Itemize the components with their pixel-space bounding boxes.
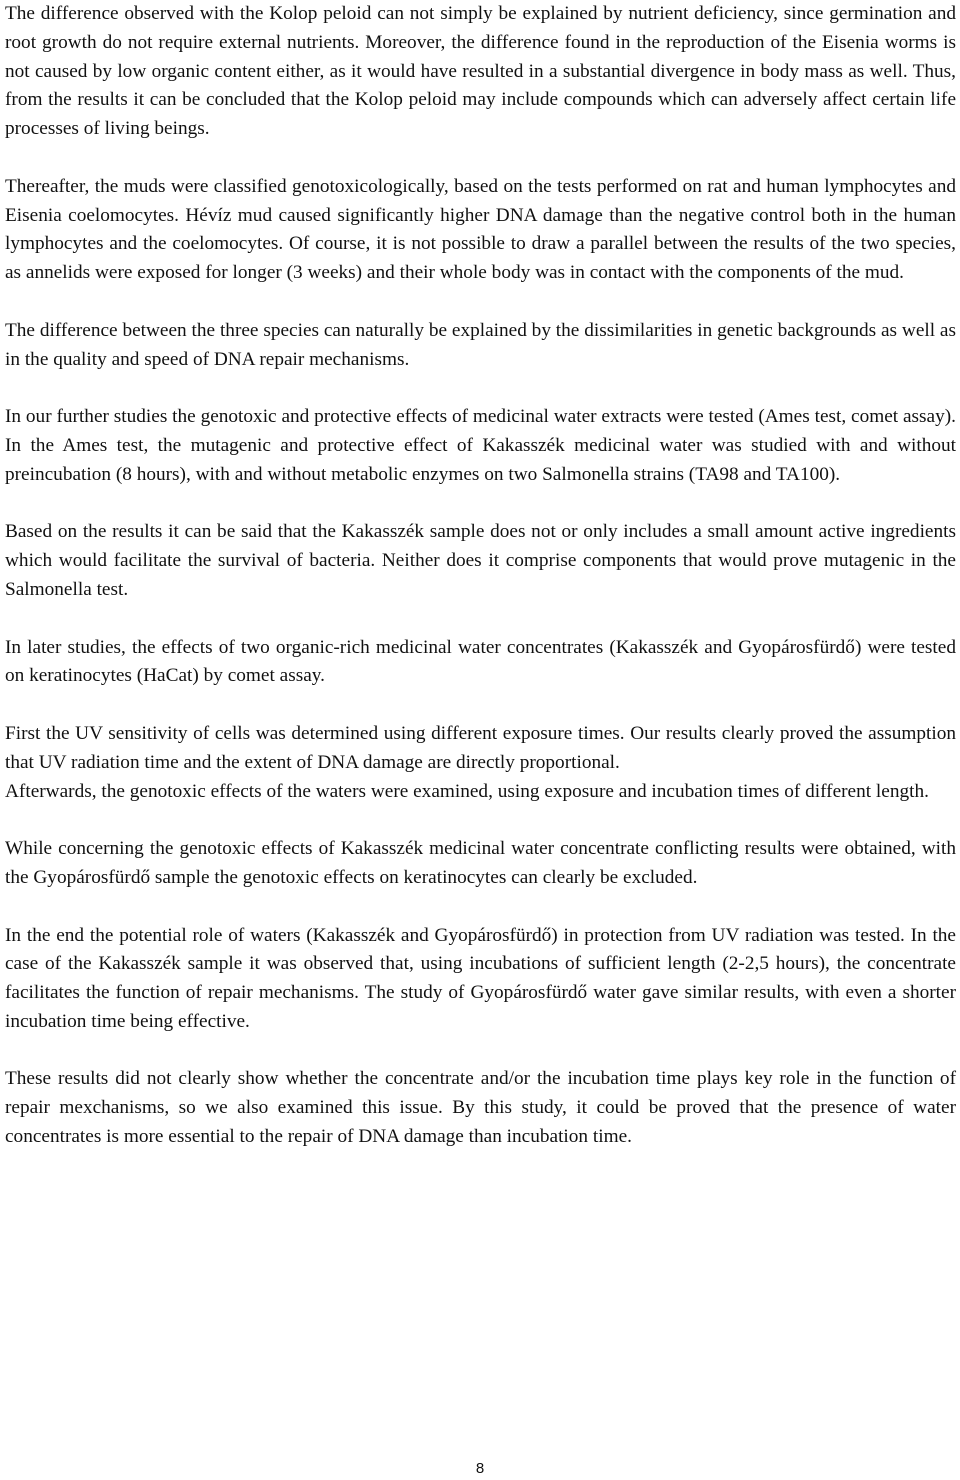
paragraph-kakasszek-results: Based on the results it can be said that the Kakasszék sample does not or only includes a small amount active ingredients which would facilitate the survival of bacteria. Neither does it comprise components that would prove mutagenic in the Salmonella test. [5,521,956,600]
page-number: 8 [475,1460,485,1477]
document-body [5,0,956,1152]
paragraph-species-difference: The difference between the three species can naturally be explained by the dissimilarities in genetic backgrounds as well as in the quality and speed of DNA repair mechanisms. [5,319,956,370]
paragraph-genotoxicology: Thereafter, the muds were classified genotoxicologically, based on the tests performed on rat and human lymphocytes and Eisenia coelomocytes. Hévíz mud caused significantly higher DNA damage than the negative control both in the human lymphocytes and the coelomocytes. Of course, it is not possible to draw a parallel between the results of the two species, as annelids were exposed for longer (3 weeks) and their whole body was in contact with the components of the mud. [5,175,956,284]
paragraph-uv-protection: In the end the potential role of waters (Kakasszék and Gyopárosfürdő) in protection from UV radiation was tested. In the case of the Kakasszék sample it was observed that, using incubations of sufficient length (2-2,5 hours), the concentrate facilitates the function of repair mechanisms. The study of Gyopárosfürdő water gave similar results, with even a shorter incubation time being effective. [5,924,956,1032]
paragraph-ames-test: In our further studies the genotoxic and protective effects of medicinal water extracts were tested (Ames test, comet assay). In the Ames test, the mutagenic and protective effect of Kakasszék medicinal water was studied with and without preincubation (8 hours), with and without metabolic enzymes on two Salmonella strains (TA98 and TA100). [5,406,956,485]
paragraph-kolop-peloid: The difference observed with the Kolop peloid can not simply be explained by nutrient deficiency, since germination and root growth do not require external nutrients. Moreover, the difference found in the reproduction of the Eisenia worms is not caused by low organic content either, as it would have resulted in a substantial divergence in body mass as well. Thus, from the results it can be concluded that the Kolop peloid may include compounds which can adversely affect certain life processes of living beings. [5,3,956,140]
paragraph-gap [5,893,956,922]
paragraph-gap [5,288,956,317]
paragraph-conclusion: These results did not clearly show whether the concentrate and/or the incubation time plays key role in the function of repair mexchanisms, so we also examined this issue. By this study, it could be proved that the presence of water concentrates is more essential to the repair of DNA damage than incubation time. [5,1068,956,1148]
paragraph-gap [5,691,956,720]
paragraph-gap [5,1037,956,1066]
paragraph-uv-sensitivity: First the UV sensitivity of cells was determined using different exposure times. Our results clearly proved the assumption that UV radiation time and the extent of DNA damage are directly proportional. [5,722,956,773]
paragraph-gap [5,490,956,519]
paragraph-conflicting-results: While concerning the genotoxic effects of Kakasszék medicinal water concentrate conflicting results were obtained, with the Gyopárosfürdő sample the genotoxic effects on keratinocytes can clearly be excluded. [5,838,956,888]
paragraph-gap [5,374,956,403]
paragraph-gap [5,144,956,173]
paragraph-gap [5,806,956,835]
paragraph-afterwards: Afterwards, the genotoxic effects of the waters were examined, using exposure and incubation times of different length. [5,780,929,802]
paragraph-gap [5,605,956,634]
paragraph-later-studies: In later studies, the effects of two organic-rich medicinal water concentrates (Kakasszék and Gyopárosfürdő) were tested on keratinocytes (HaCat) by comet assay. [5,636,956,687]
